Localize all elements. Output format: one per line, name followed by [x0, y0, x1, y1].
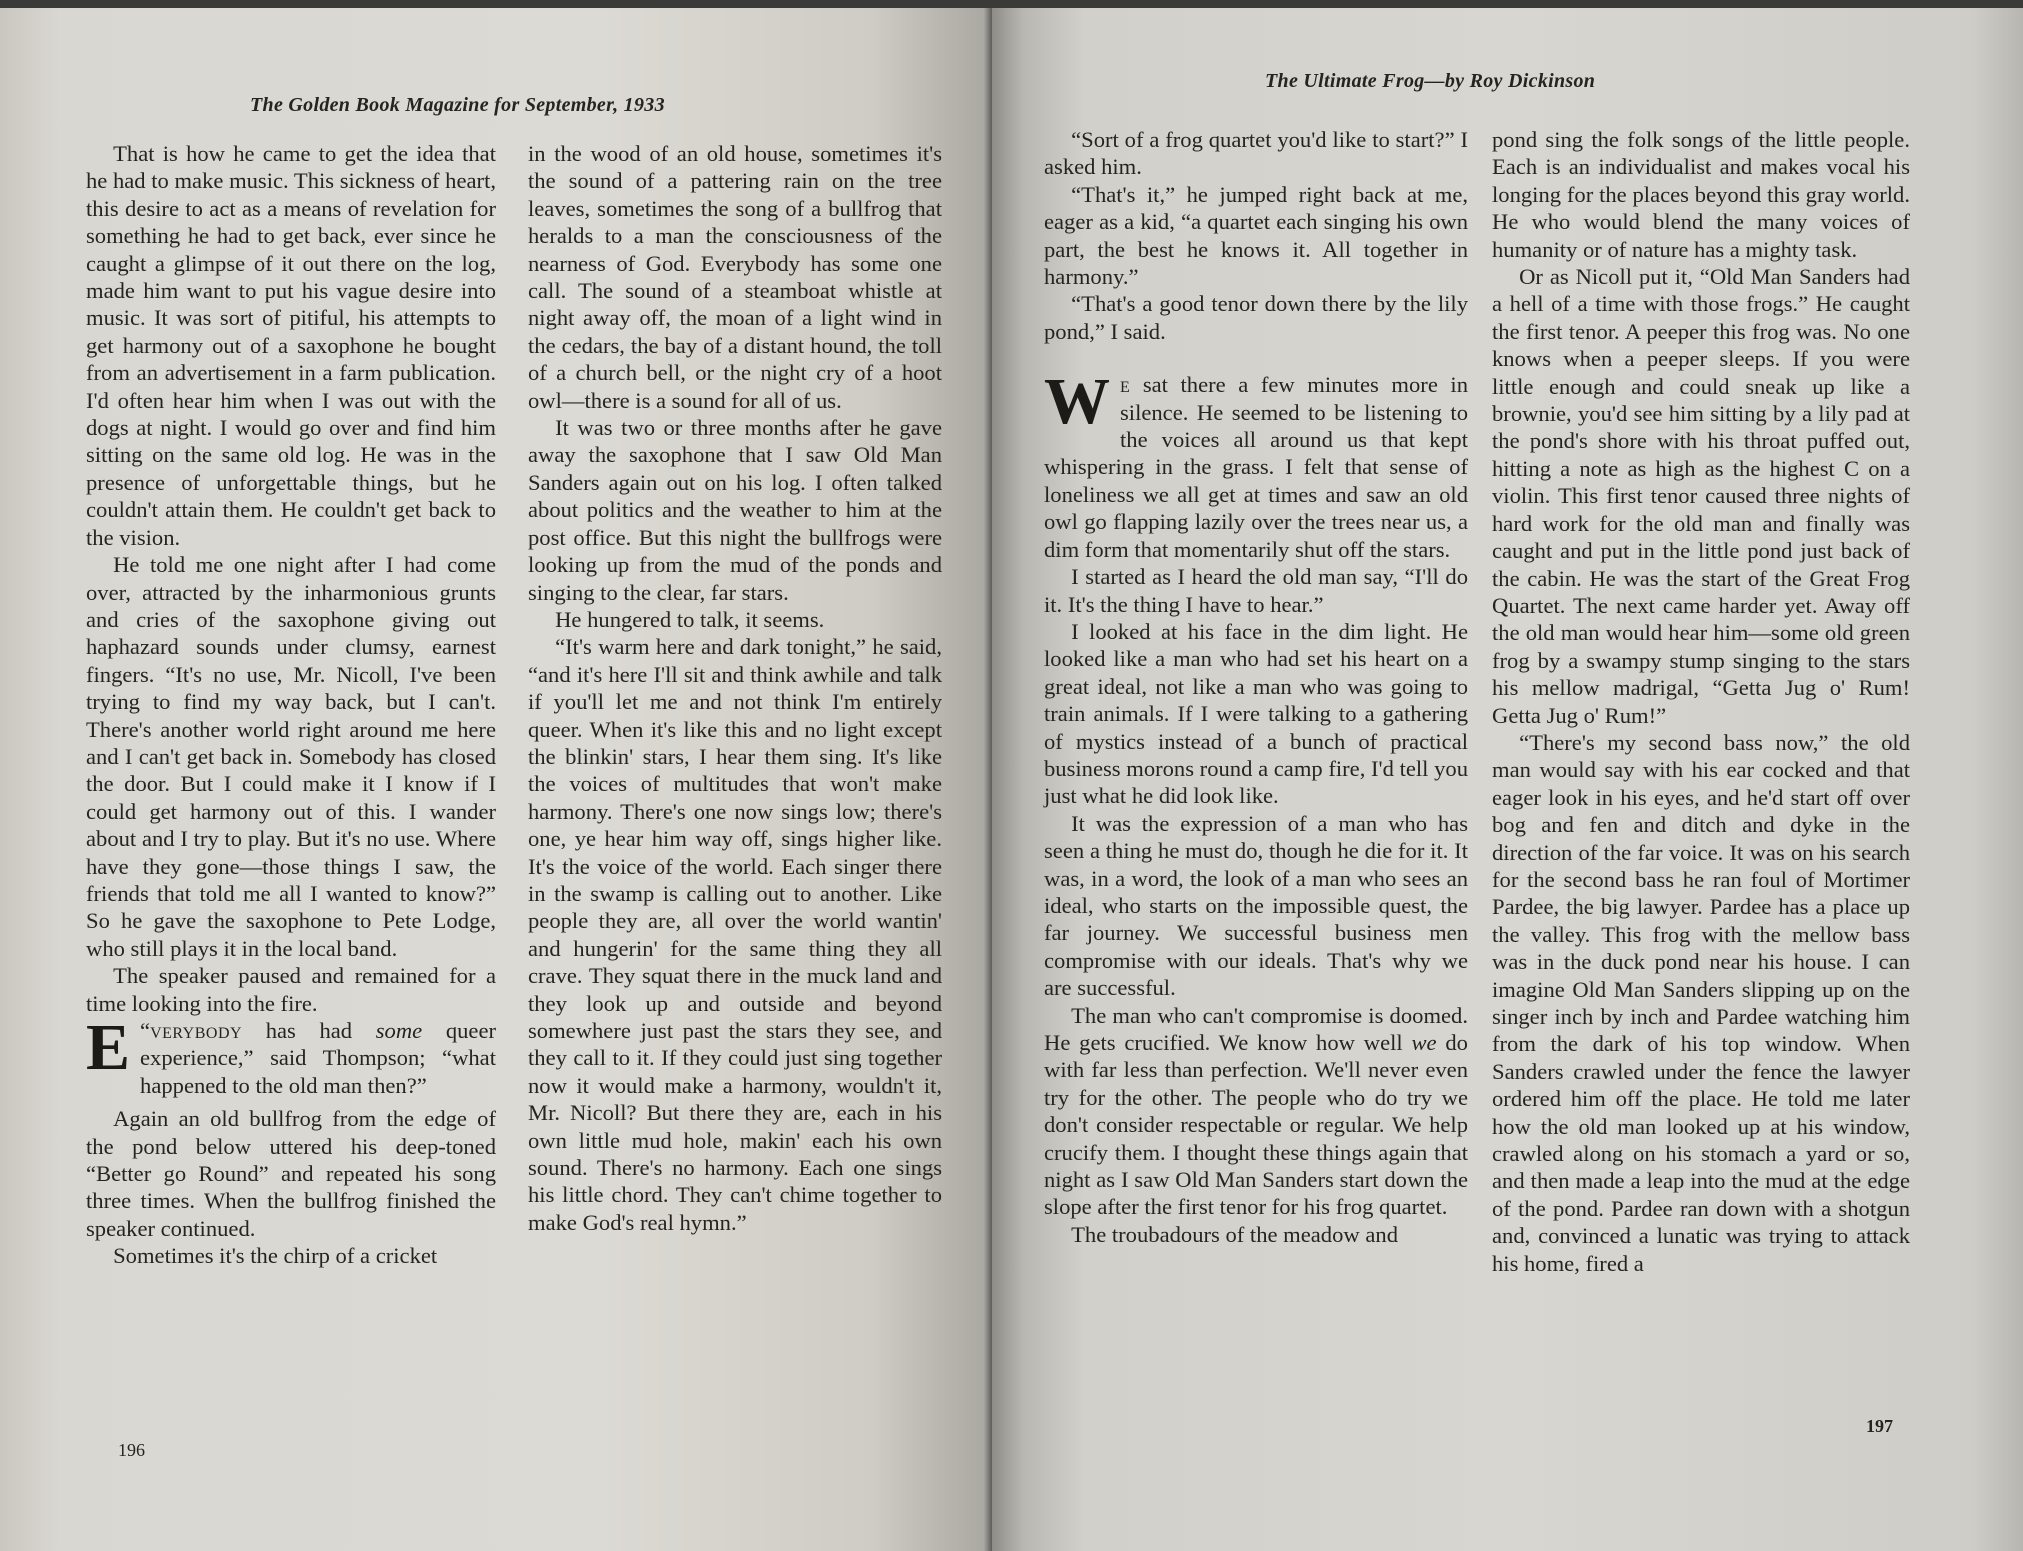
section-opening-paragraph: [86, 1011, 497, 1099]
paragraph: “That's it,” he jumped right back at me, eager as a kid, “a quartet each singing his own part, the best he knows it. All together in harmony.”: [1044, 181, 1468, 290]
paragraph: He hungered to talk, it seems.: [555, 606, 825, 632]
running-head-right: The Ultimate Frog—by Roy Dickinson: [1265, 70, 1596, 92]
left-page: [0, 8, 990, 1551]
running-head-left: The Golden Book Magazine for September, 1933: [250, 94, 665, 116]
paragraph-text: has had: [242, 1018, 376, 1043]
drop-cap: W: [1044, 365, 1110, 439]
page-number-left: 196: [118, 1440, 145, 1460]
left-page-column-1: [86, 140, 496, 1270]
emphasis: we: [1411, 1030, 1437, 1055]
paragraph: Again an old bullfrog from the edge of the pond below uttered his deep-toned “Better go Round” and repeated his song three times. When the bullfrog finished the speaker continued.: [86, 1106, 496, 1241]
paragraph-text: The man who can't compromise is doomed. He gets crucified. We know how well: [1044, 1002, 1468, 1055]
paragraph: He told me one night after I had come over, attracted by the inharmonious grunts and cries of the saxophone giving out haphazard sounds under clumsy, earnest fingers. “It's no use, Mr. Nicoll, I've been trying to find my way back, but I can't. There's another world right around me here and I can't get back in. Somebody has closed the door. But I could make it I know if I could get harmony out of this. I wander about and I try to play. But it's no use. Where have they gone—those things I saw, the friends that told me all I wanted to know?” So he gave the saxophone to Pete Lodge, who still plays it in the local band.: [86, 552, 496, 961]
paragraph-text: do with far less than perfection. We'll never even try for the other. The people who do try we don't consider respectable or regular. We help crucify them. I thought these things again that night as I saw Old Man Sanders start down the slope after the first tenor for his frog quartet.: [1044, 1030, 1468, 1220]
emphasis: some: [375, 1018, 423, 1043]
drop-cap: E: [86, 1011, 131, 1084]
paragraph: [1044, 1002, 1468, 1221]
paragraph: The troubadours of the meadow and: [1071, 1221, 1398, 1247]
paragraph: pond sing the folk songs of the little people. Each is an individualist and makes vocal his longing for the places beyond this gray world. He who would blend the many voices of humanity or of nature has a mighty task.: [1492, 127, 1910, 262]
paragraph: “There's my second bass now,” the old man would say with his ear cocked and that eager look in his eyes, and he'd start off over bog and fen and ditch and dyke in the direction of the far voice. It was on his search for the second bass he ran foul of Mortimer Pardee, the big lawyer. Pardee has a place up the valley. This frog with the mellow bass was in the duck pond near his house. I can imagine Old Man Sanders slipping up on the singer inch by inch and Pardee watching him from the dark of his top window. When Sanders crawled under the fence the lawyer ordered him off the place. He told me later how the old man looked up at his window, crawled along on his stomach a yard or so, and then made a leap into the mud at the edge of the pond. Pardee ran down with a shotgun and, convinced a lunatic was trying to attack his home, fired a: [1492, 729, 1910, 1276]
right-page-column-2: [1492, 126, 1910, 1277]
paragraph: “It's warm here and dark tonight,” he said, “and it's here I'll sit and think awhile and talk if you'll let me and not think I'm entirely queer. When it's like this and no light except the blinkin' stars, I hear them sing. It's like the voices of multitudes that won't make harmony. There's one now sings low; there's one, ye hear him way off, sings higher like. It's the voice of the world. Each singer there in the swamp is calling out to another. Like people they are, all over the world wantin' and hungerin' for the same thing they all crave. They squat there in the muck land and they look up and outside and beyond somewhere just past the stars they see, and they call to it. If they could just sing together now it would make a harmony, wouldn't it, Mr. Nicoll? But there they are, each in his own little mud hole, makin' each his own sound. There's no harmony. Each one sings his little chord. They can't chime together to make God's real hymn.”: [528, 634, 942, 1235]
paragraph: I started as I heard the old man say, “I'll do it. It's the thing I have to hear.”: [1044, 564, 1468, 617]
paragraph: It was two or three months after he gave away the saxophone that I saw Old Man Sanders again out on his log. I often talked about politics and the weather to him at the post office. But this night the bullfrogs were looking up from the mud of the ponds and singing to the clear, far stars.: [528, 415, 942, 605]
paragraph: in the wood of an old house, sometimes it's the sound of a pattering rain on the tree leaves, sometimes the song of a bullfrog that heralds to a man the consciousness of the nearness of God. Everybody has some one call. The sound of a steamboat whistle at night away off, the moan of a light wind in the cedars, the bay of a distant hound, the toll of a church bell, or the night cry of a hoot owl—there is a sound for all of us.: [528, 141, 942, 413]
paragraph: That is how he came to get the idea that he had to make music. This sickness of heart, this desire to act as a means of revelation for something he had to get back, ever since he caught a glimpse of it out there on the log, made him want to put his vague desire into music. It was sort of pitiful, his attempts to get harmony out of a saxophone he bought from an advertisement in a farm publication. I'd often hear him when I was out with the dogs at night. I would go over and find him sitting on the same old log. He was in the presence of unforgettable things, but he couldn't attain them. He couldn't get back to the vision.: [86, 141, 496, 550]
page-number-right: 197: [1866, 1416, 1893, 1436]
paragraph: “Sort of a frog quartet you'd like to start?” I asked him.: [1044, 127, 1468, 180]
left-page-column-2: [528, 140, 942, 1236]
right-page: [992, 8, 2023, 1551]
paragraph: Or as Nicoll put it, “Old Man Sanders had a hell of a time with those frogs.” He caught the first tenor. A peeper this frog was. No one knows when a peeper sleeps. If you were little enough and could sneak up like a brownie, you'd see him sitting by a lily pad at the pond's shore with his throat puffed out, hitting a note as high as the highest C on a violin. This first tenor caused three nights of hard work for the old man and finally was caught and put in the little pond just back of the cabin. He was the start of the Great Frog Quartet. The next came harder yet. Away off the old man would hear him—some old green frog by a swampy stump singing to the stars his mellow madrigal, “Getta Jug o' Rum! Getta Jug o' Rum!”: [1492, 264, 1910, 728]
paragraph: The speaker paused and remained for a time looking into the fire.: [86, 963, 496, 1016]
paragraph: Sometimes it's the chirp of a cricket: [113, 1243, 438, 1269]
lead-in-small-caps: verybody: [150, 1018, 243, 1043]
paragraph: I looked at his face in the dim light. He looked like a man who had set his heart on a great ideal, not like a man who was going to train animals. If I were talking to a gathering of mystics instead of a bunch of practical business morons round a camp fire, I'd tell you just what he did look like.: [1044, 618, 1468, 809]
right-page-column-1: [1044, 126, 1468, 1248]
paragraph: It was the expression of a man who has seen a thing he must do, though he die for it. It was, in a word, the look of a man who sees an ideal, who starts on the impossible quest, the far journey. We successful business men compromise with our ideals. That's why we are successful.: [1044, 810, 1468, 1001]
paragraph-text: sat there a few minutes more in silence. He seemed to be listening to the voices all around us that kept whispering in the grass. I felt that sense of loneliness we all get at times and saw an old owl go flapping lazily over the trees near us, a dim form that momentarily shut off the stars.: [1044, 372, 1468, 562]
section-opening-paragraph: [1044, 365, 1468, 563]
paragraph-text: queer experience,” said Thompson; “what happened to the old man then?”: [140, 1018, 497, 1098]
open-quote: “: [140, 1018, 151, 1043]
paragraph: “That's a good tenor down there by the lily pond,” I said.: [1044, 291, 1468, 344]
lead-in-small-caps: e: [1120, 372, 1131, 398]
